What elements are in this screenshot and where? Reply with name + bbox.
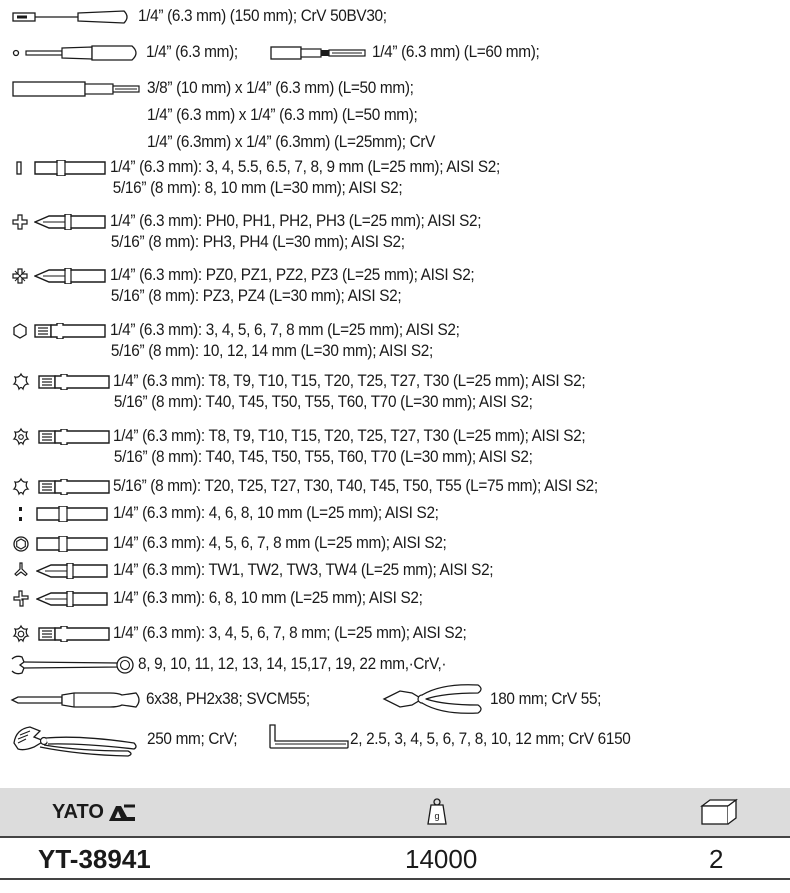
- spec-text: 1/4” (6.3 mm): 3, 4, 5.5, 6.5, 7, 8, 9 mm (L=25 mm); AISI S2; 5/16” (8 mm): 8, 10 mm (L=30 mm); AISI S2;: [110, 158, 500, 197]
- long-bit-icon: [38, 476, 110, 498]
- clutch-tip-icon: [12, 588, 30, 610]
- spinner-handle-icon: [12, 42, 140, 64]
- spec-text: 1/4” (6.3 mm): 4, 6, 8, 10 mm (L=25 mm); AISI S2;: [113, 504, 439, 522]
- spec-text: 1/4” (6.3 mm): T8, T9, T10, T15, T20, T25, T27, T30 (L=25 mm); AISI S2; 5/16” (8 mm): T40, T45, T50, T55, T60, T70 (L=30 mm); AISI S2;: [113, 427, 586, 466]
- spec-text: 6x38, PH2x38; SVCM55;: [146, 690, 310, 708]
- spec-text: 8, 9, 10, 11, 12, 13, 14, 15,17, 19, 22 mm,·CrV,·: [138, 655, 447, 673]
- spec-text: 1/4” (6.3 mm): PZ0, PZ1, PZ2, PZ3 (L=25 mm); AISI S2; 5/16” (8 mm): PZ3, PZ4 (L=30 mm); AISI S2;: [110, 266, 475, 305]
- svg-text:g: g: [434, 811, 440, 821]
- bit-icon: [34, 157, 106, 179]
- brand-name: YATO: [52, 801, 104, 823]
- spec-text: 1/4” (6.3 mm): PH0, PH1, PH2, PH3 (L=25 mm); AISI S2; 5/16” (8 mm): PH3, PH4 (L=30 mm); AISI S2;: [110, 212, 482, 251]
- spec-text: 1/4” (6.3 mm): 4, 5, 6, 7, 8 mm (L=25 mm); AISI S2;: [113, 534, 447, 552]
- bit-icon: [36, 588, 108, 610]
- bit-icon: [36, 503, 108, 525]
- spec-text: 1/4” (6.3 mm): T8, T9, T10, T15, T20, T25, T27, T30 (L=25 mm); AISI S2; 5/16” (8 mm): T40, T45, T50, T55, T60, T70 (L=30 mm); AISI S2;: [113, 372, 586, 411]
- torx-tamper-tip-icon: [12, 426, 30, 448]
- hex-tamper-tip-icon: [12, 533, 30, 555]
- model-number: YT-38941: [38, 844, 151, 874]
- package-icon: [700, 798, 738, 831]
- weight-icon: [426, 798, 448, 831]
- bit-icon: [38, 623, 110, 645]
- spanner-tip-icon: [16, 503, 26, 525]
- spec-text: 1/4” (6.3 mm): 3, 4, 5, 6, 7, 8 mm (L=25 mm); AISI S2; 5/16” (8 mm): 10, 12, 14 mm (L=30 mm); AISI S2;: [110, 321, 460, 360]
- hex-key-icon: [268, 723, 350, 756]
- screwdriver-handle-icon: [12, 6, 132, 28]
- brand-logo: [52, 801, 137, 824]
- divider: [0, 836, 790, 838]
- hex-tip-icon: [12, 320, 28, 342]
- pack-quantity: 2: [709, 844, 724, 874]
- bit-icon: [38, 371, 110, 393]
- spec-text-extra: 2, 2.5, 3, 4, 5, 6, 7, 8, 10, 12 mm; CrV 6150: [350, 730, 631, 748]
- spec-text-extra: 180 mm; CrV 55;: [490, 690, 602, 708]
- torx-plus-tip-icon: [12, 623, 30, 645]
- spec-text-extra: 1/4” (6.3 mm) (L=60 mm);: [372, 43, 540, 61]
- bit-icon: [36, 533, 108, 555]
- spec-text: 3/8” (10 mm) x 1/4” (6.3 mm) (L=50 mm); 1/4” (6.3 mm) x 1/4” (6.3 mm) (L=50 mm); 1/4” (6.3mm) x 1/4” (6.3mm) (L=25mm); CrV: [147, 79, 436, 151]
- bit-holder-icon: [270, 42, 368, 64]
- bit-icon: [34, 320, 106, 342]
- spec-text: 5/16” (8 mm): T20, T25, T27, T30, T40, T45, T50, T55 (L=75 mm); AISI S2;: [113, 477, 598, 495]
- torx-tip-icon: [12, 371, 30, 393]
- combination-wrench-icon: [10, 654, 136, 676]
- torx-tip-icon: [12, 476, 30, 498]
- spec-text: 1/4” (6.3 mm): TW1, TW2, TW3, TW4 (L=25 mm); AISI S2;: [113, 561, 494, 579]
- bit-icon: [34, 265, 106, 287]
- pozidriv-tip-icon: [12, 265, 28, 287]
- screwdriver-icon: [10, 689, 144, 711]
- bit-icon: [38, 426, 110, 448]
- tri-wing-tip-icon: [12, 560, 30, 582]
- water-pump-pliers-icon: [10, 721, 140, 762]
- brand-mark-icon: [107, 803, 137, 823]
- adapter-icon: [12, 78, 142, 100]
- spec-text: 1/4” (6.3 mm): 3, 4, 5, 6, 7, 8 mm; (L=25 mm); AISI S2;: [113, 624, 467, 642]
- spec-text: 1/4” (6.3 mm) (150 mm); CrV 50BV30;: [138, 7, 387, 25]
- weight-value: 14000: [405, 844, 478, 874]
- phillips-tip-icon: [12, 211, 28, 233]
- pliers-icon: [382, 677, 486, 726]
- bit-icon: [36, 560, 108, 582]
- spec-text: 1/4” (6.3 mm): 6, 8, 10 mm (L=25 mm); AISI S2;: [113, 589, 423, 607]
- spec-text: 1/4” (6.3 mm);: [146, 43, 238, 61]
- divider: [0, 878, 790, 880]
- spec-text: 250 mm; CrV;: [147, 730, 238, 748]
- product-info-table: [0, 788, 790, 893]
- bit-icon: [34, 211, 106, 233]
- slotted-tip-icon: [14, 157, 24, 179]
